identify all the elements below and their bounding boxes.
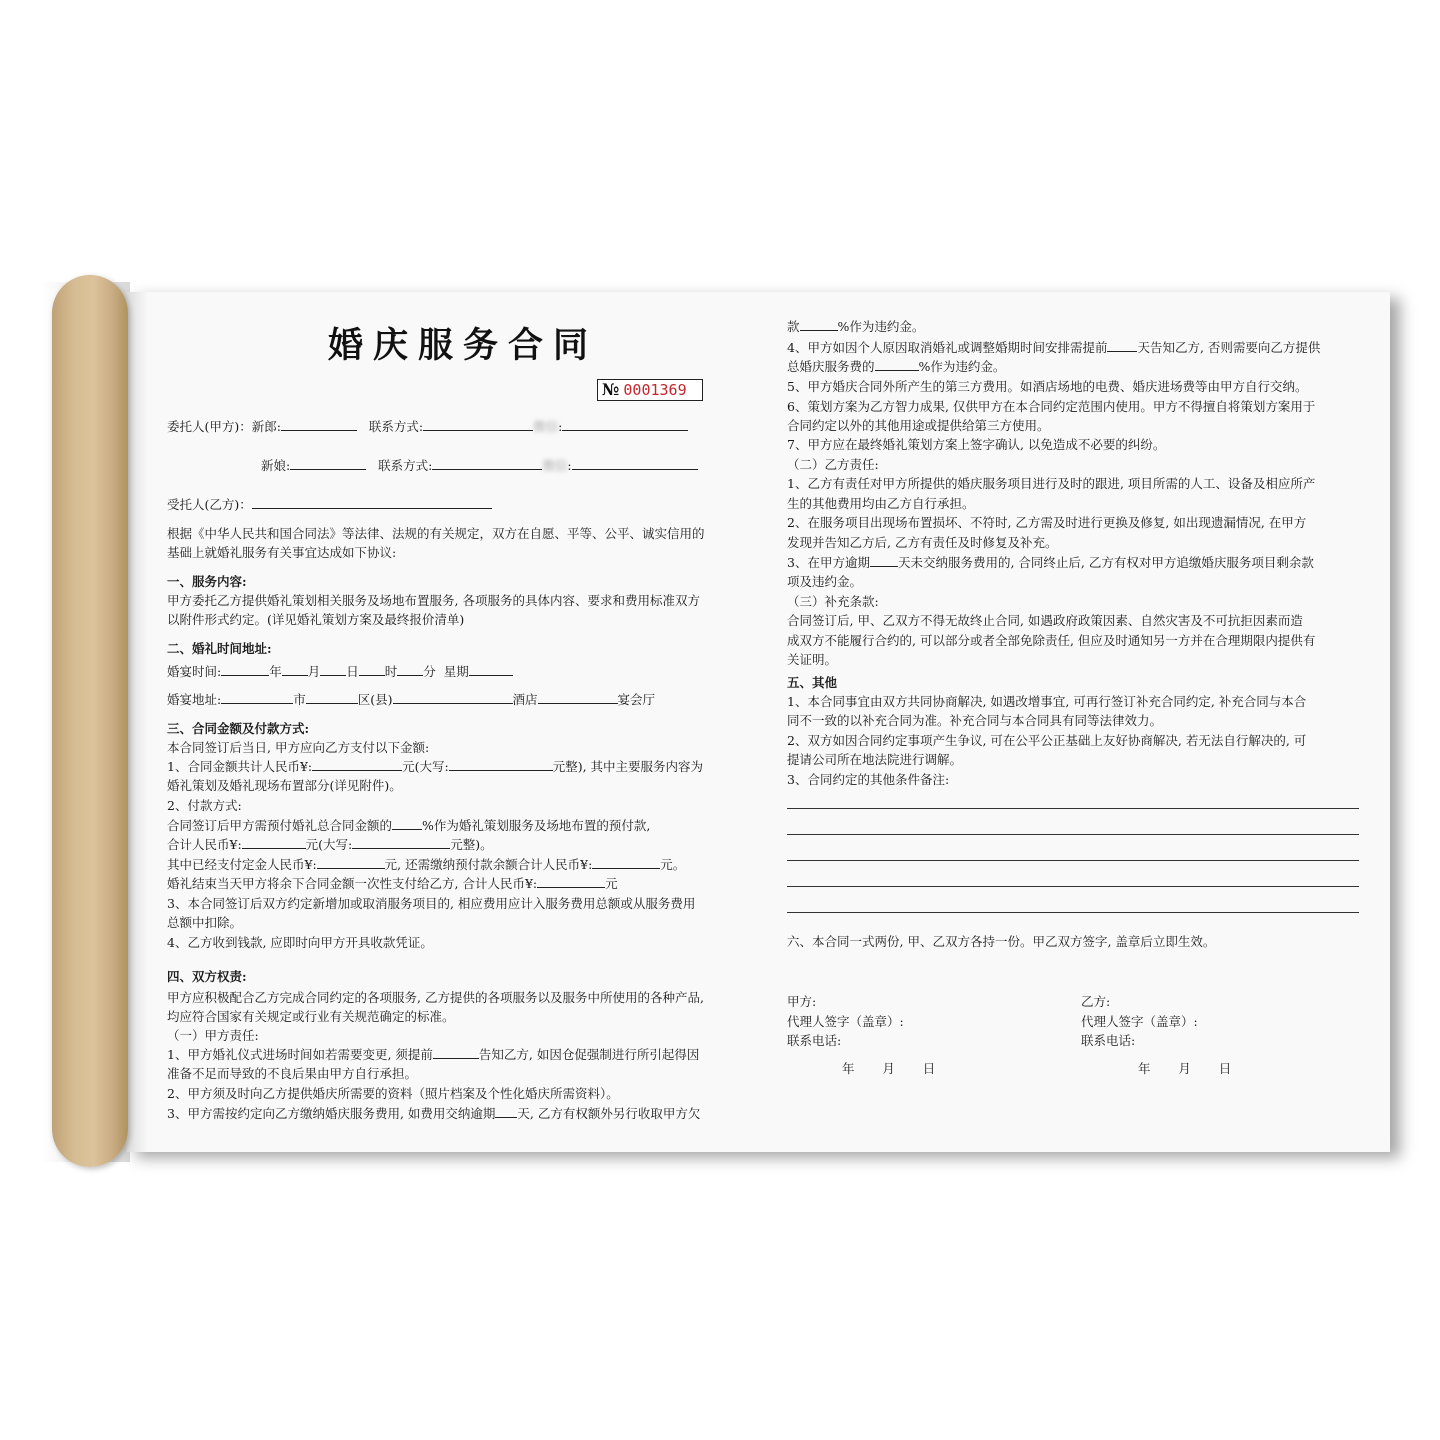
remarks-line-5 xyxy=(787,912,1359,913)
right-line-16: 合同签订后, 甲、乙双方不得无故终止合同, 如遇政府政策因素、自然灾害及不可抗拒因素而造 xyxy=(787,613,1303,628)
wechat-label-blurred: 微信 xyxy=(533,419,559,434)
remarks-line-1 xyxy=(787,808,1359,809)
party-b-phone: 联系电话: xyxy=(1081,1033,1136,1048)
section-4-line-6: 2、甲方须及时向乙方提供婚庆所需要的资料（照片档案及个性化婚庆所需资料）。 xyxy=(167,1086,619,1101)
right-line-20: 1、本合同事宜由双方共同协商解决, 如遇改增事宜, 可再行签订补充合同约定, 补充合同与本合 xyxy=(787,694,1307,709)
party-b-date: 年 月 日 xyxy=(1138,1061,1232,1076)
serial-number-box xyxy=(597,379,703,401)
party-a-phone: 联系电话: xyxy=(787,1033,842,1048)
right-line-5: 6、策划方案为乙方智力成果, 仅供甲方在本合同约定范围内使用。甲方不得擅自将策划方案用于 xyxy=(787,399,1316,414)
party-a-date: 年 月 日 xyxy=(842,1061,936,1076)
right-line-14: 项及违约金。 xyxy=(787,574,863,589)
section-3-line-9: 3、本合同签订后双方约定新增加或取消服务项目的, 相应费用应计入服务费用总额或从服务费用 xyxy=(167,896,696,911)
section-1-line-1: 甲方委托乙方提供婚礼策划相关服务及场地布置服务, 各项服务的具体内容、要求和费用标准双方 xyxy=(167,593,700,608)
right-line-23: 提请公司所在地法院进行调解。 xyxy=(787,752,963,767)
party-a-agent-sign: 代理人签字（盖章）: xyxy=(787,1014,904,1029)
section-3-line-7: 其中已经支付定金人民币¥: 元, 还需缴纳预付款余额合计人民币¥: 元。 xyxy=(167,857,686,872)
remarks-line-2 xyxy=(787,834,1359,835)
right-line-3: 总婚庆服务费的 %作为违约金。 xyxy=(787,359,1006,374)
section-3-line-2: 1、合同金额共计人民币¥: 元(大写: 元整), 其中主要服务内容为 xyxy=(167,759,704,774)
section-2-heading: 二、婚礼时间地址: xyxy=(167,641,272,656)
section-4-line-7: 3、甲方需按约定向乙方缴纳婚庆服务费用, 如费用交纳逾期 天, 乙方有权额外另行收取甲方欠 xyxy=(167,1106,701,1121)
serial-prefix: № xyxy=(602,380,620,399)
remarks-line-3 xyxy=(787,860,1359,861)
sheet-fold-shadow xyxy=(126,292,148,1152)
right-line-7: 7、甲方应在最终婚礼策划方案上签字确认, 以免造成不必要的纠纷。 xyxy=(787,437,1166,452)
agent-row: 受托人(乙方)： xyxy=(167,495,492,514)
section-5-heading: 五、其他 xyxy=(787,675,838,690)
intro-line-2: 基础上就婚礼服务有关事宜达成如下协议: xyxy=(167,545,397,560)
right-line-11: 2、在服务项目出现场布置损坏、不符时, 乙方需及时进行更换及修复, 如出现遗漏情况, 在甲方 xyxy=(787,515,1307,530)
right-line-21: 同不一致的以补充合同为准。补充合同与本合同具有同等法律效力。 xyxy=(787,713,1163,728)
client-groom-row: 委托人(甲方)：新郎: 联系方式: 微信: xyxy=(167,417,688,436)
right-line-6: 合同约定以外的其他用途或提供给第三方使用。 xyxy=(787,418,1050,433)
section-4-line-2: 均应符合国家有关规定或行业有关规范确定的标准。 xyxy=(167,1009,455,1024)
section-3-heading: 三、合同金额及付款方式: xyxy=(167,721,310,736)
wedding-time-row: 婚宴时间: 年 月 日 时 分 星期 xyxy=(167,662,513,681)
section-1-heading: 一、服务内容: xyxy=(167,574,247,589)
section-3-line-11: 4、乙方收到钱款, 应即时向甲方开具收款凭证。 xyxy=(167,935,433,950)
right-line-22: 2、双方如因合同约定事项产生争议, 可在公平公正基础上友好协商解决, 若无法自行解决的, 可 xyxy=(787,733,1307,748)
section-1-line-2: 以附件形式约定。(详见婚礼策划方案及最终报价清单) xyxy=(167,612,465,627)
section-4-heading: 四、双方权责: xyxy=(167,969,247,984)
section-4-line-3: （一）甲方责任: xyxy=(167,1028,259,1043)
section-3-line-10: 总额中扣除。 xyxy=(167,915,243,930)
wechat-label-blurred-2: 微信 xyxy=(542,458,568,473)
right-line-9: 1、乙方有责任对甲方所提供的婚庆服务项目进行及时的跟进, 项目所需的人工、设备及相应所产 xyxy=(787,476,1316,491)
client-bride-row: 新娘: 联系方式: 微信: xyxy=(261,456,698,475)
right-line-17: 成双方不能履行合约的, 可以部分或者全部免除责任, 但应及时通知另一方并在合理期限内提供有 xyxy=(787,633,1316,648)
section-3-line-5: 合同签订后甲方需预付婚礼总合同金额的 %作为婚礼策划服务及场地布置的预付款, xyxy=(167,818,651,833)
section-4-line-4: 1、甲方婚礼仪式进场时间如若需要变更, 须提前 告知乙方, 如因仓促强制进行所引起得因 xyxy=(167,1047,700,1062)
serial-number: 0001369 xyxy=(623,381,687,399)
section-3-line-1: 本合同签订后当日, 甲方应向乙方支付以下金额: xyxy=(167,740,430,755)
right-line-10: 生的其他费用均由乙方自行承担。 xyxy=(787,496,975,511)
party-b-label: 乙方: xyxy=(1081,994,1111,1009)
right-line-25: 六、本合同一式两份, 甲、乙双方各持一份。甲乙双方签字, 盖章后立即生效。 xyxy=(787,934,1216,949)
section-4-line-5: 准备不足而导致的不良后果由甲方自行承担。 xyxy=(167,1066,418,1081)
party-b-agent-sign: 代理人签字（盖章）: xyxy=(1081,1014,1198,1029)
right-line-18: 关证明。 xyxy=(787,652,838,667)
section-3-line-4: 2、付款方式: xyxy=(167,798,242,813)
right-line-1: 款 %作为违约金。 xyxy=(787,319,925,334)
right-line-13: 3、在甲方逾期 天未交纳服务费用的, 合同终止后, 乙方有权对甲方追缴婚庆服务项目剩余款 xyxy=(787,555,1314,570)
contract-title: 婚庆服务合同 xyxy=(328,326,599,366)
party-a-label: 甲方: xyxy=(787,994,817,1009)
wedding-place-row: 婚宴地址: 市 区(县) 酒店 宴会厅 xyxy=(167,692,656,707)
right-line-15: （三）补充条款: xyxy=(787,594,879,609)
right-line-12: 发现并告知乙方后, 乙方有责任及时修复及补充。 xyxy=(787,535,1058,550)
section-3-line-8: 婚礼结束当天甲方将余下合同金额一次性支付给乙方, 合计人民币¥: 元 xyxy=(167,876,618,891)
right-line-8: （二）乙方责任: xyxy=(787,457,879,472)
section-3-line-6: 合计人民币¥: 元(大写: 元整)。 xyxy=(167,837,493,852)
section-3-line-3: 婚礼策划及婚礼现场布置部分(详见附件)。 xyxy=(167,778,402,793)
right-line-4: 5、甲方婚庆合同外所产生的第三方费用。如酒店场地的电费、婚庆进场费等由甲方自行交纳。 xyxy=(787,379,1308,394)
right-line-24: 3、合同约定的其他条件备注: xyxy=(787,772,950,787)
paper-roll xyxy=(52,275,128,1167)
remarks-line-4 xyxy=(787,886,1359,887)
section-4-line-1: 甲方应积极配合乙方完成合同约定的各项服务, 乙方提供的各项服务以及服务中所使用的各种产品, xyxy=(167,990,704,1005)
intro-line-1: 根据《中华人民共和国合同法》等法律、法规的有关规定，双方在自愿、平等、公平、诚实信用的 xyxy=(167,526,705,541)
right-line-2: 4、甲方如因个人原因取消婚礼或调整婚期时间安排需提前 天告知乙方, 否则需要向乙方提供 xyxy=(787,340,1321,355)
